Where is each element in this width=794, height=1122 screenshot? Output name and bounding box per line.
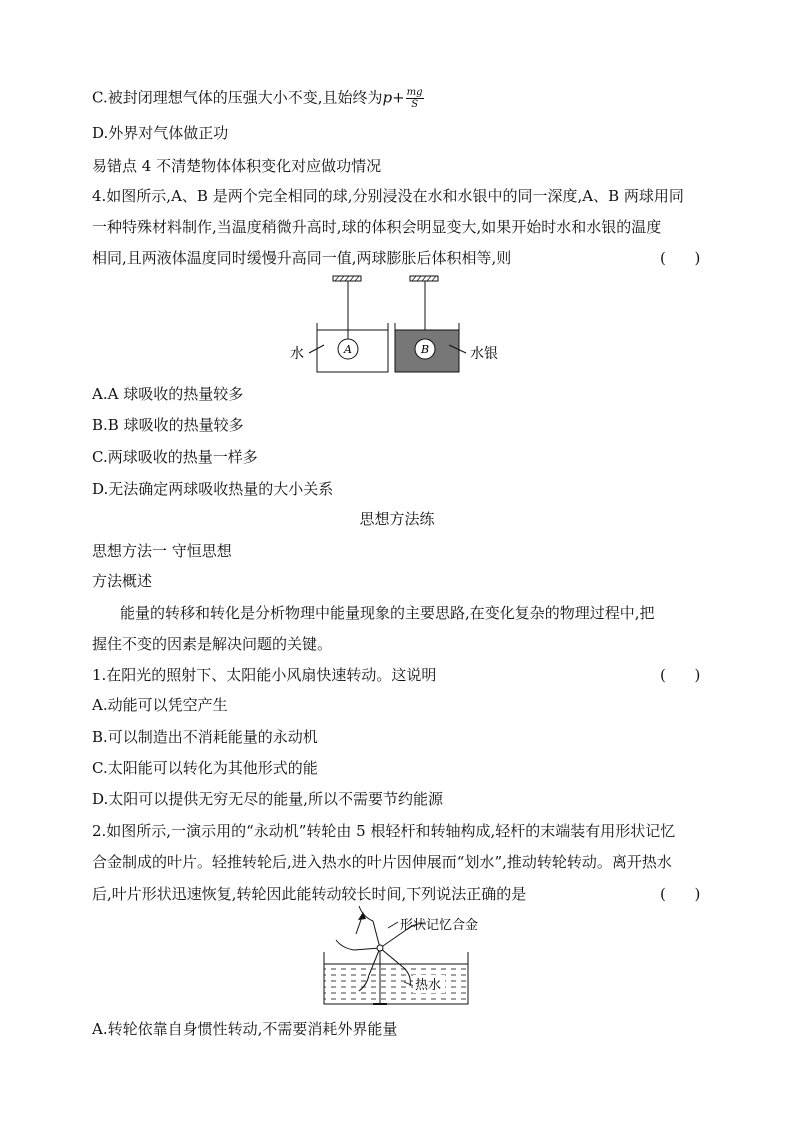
question-4-option-c: C.两球吸收的热量一样多 xyxy=(92,448,258,466)
question-1-answer-paren: ( ) xyxy=(660,666,701,684)
ball-a-label: A xyxy=(344,343,352,356)
plus-sign: + xyxy=(392,88,405,107)
question-1-option-a: A.动能可以凭空产生 xyxy=(92,696,228,714)
hot-water-label: 热水 xyxy=(415,978,442,993)
question-1-option-b: B.可以制造出不消耗能量的永动机 xyxy=(92,728,318,746)
error-point-heading: 易错点 4 不清楚物体体积变化对应做功情况 xyxy=(92,157,382,175)
question-1-stem: 1.在阳光的照射下、太阳能小风扇快速转动。这说明 xyxy=(92,666,437,684)
question-4-option-a: A.A 球吸收的热量较多 xyxy=(92,385,244,403)
overview-paragraph-line-1: 能量的转移和转化是分析物理中能量现象的主要思路,在变化复杂的物理过程中,把 xyxy=(120,604,655,622)
method-one-heading: 思想方法一 守恒思想 xyxy=(92,542,232,560)
option-d: D.外界对气体做正功 xyxy=(92,124,229,142)
question-1-option-c: C.太阳能可以转化为其他形式的能 xyxy=(92,759,318,777)
question-2-line-2: 合金制成的叶片。轻推转轮后,进入热水的叶片因伸展而“划水”,推动转轮转动。离开热水 xyxy=(92,853,672,871)
question-4-option-d: D.无法确定两球吸收热量的大小关系 xyxy=(92,480,334,498)
question-1-option-d: D.太阳可以提供无穷无尽的能量,所以不需要节约能源 xyxy=(92,790,444,808)
question-2-answer-paren: ( ) xyxy=(660,885,701,903)
question-4-answer-paren: ( ) xyxy=(660,249,701,267)
question-4-line-2: 一种特殊材料制作,当温度稍微升高时,球的体积会明显变大,如果开始时水和水银的温度 xyxy=(92,218,662,236)
question-2-line-3: 后,叶片形状迅速恢复,转轮因此能转动较长时间,下列说法正确的是 xyxy=(92,885,527,903)
water-label: 水 xyxy=(290,346,304,362)
question-4-line-3: 相同,且两液体温度同时缓慢升高同一值,两球膨胀后体积相等,则 xyxy=(92,249,512,267)
question-2-option-a: A.转轮依靠自身惯性转动,不需要消耗外界能量 xyxy=(92,1020,398,1038)
question-2-line-1: 2.如图所示,一演示用的“永动机”转轮由 5 根轻杆和转轴构成,轻杆的末端装有用形状记忆 xyxy=(92,822,676,840)
question-4-option-b: B.B 球吸收的热量较多 xyxy=(92,416,244,434)
method-overview-heading: 方法概述 xyxy=(92,572,153,590)
overview-paragraph-line-2: 握住不变的因素是解决问题的关键。 xyxy=(92,635,333,653)
option-c-text: C.被封闭理想气体的压强大小不变,且始终为 xyxy=(92,88,383,107)
fraction-numerator: mg xyxy=(406,87,423,98)
mercury-label: 水银 xyxy=(470,346,498,362)
ball-b-label: B xyxy=(420,343,430,356)
pressure-symbol: p xyxy=(382,88,393,107)
section-title: 思想方法练 xyxy=(359,510,435,528)
question-4-line-1: 4.如图所示,A、B 是两个完全相同的球,分别浸没在水和水银中的同一深度,A、B 两球用同 xyxy=(92,187,684,205)
alloy-label: 形状记忆合金 xyxy=(400,918,479,933)
fraction-denominator: S xyxy=(411,99,419,110)
hot-water-tank xyxy=(324,952,468,1004)
